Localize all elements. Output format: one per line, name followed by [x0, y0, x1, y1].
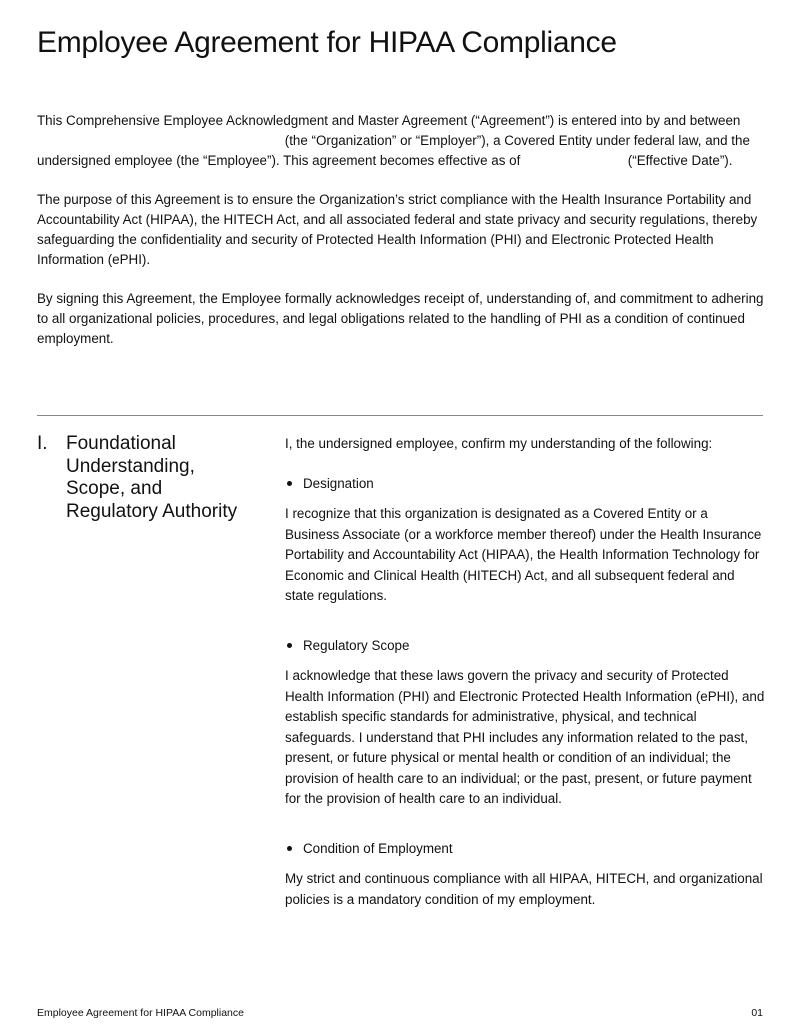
section-number: I. — [37, 433, 48, 454]
footer-title: Employee Agreement for HIPAA Compliance — [37, 1007, 244, 1019]
intro-paragraph-1 — [37, 111, 767, 171]
intro-text: This Comprehensive Employee Acknowledgment and Master Agreement (“Agreement”) is entered into by and between — [37, 113, 741, 128]
bullet-icon — [287, 481, 292, 486]
intro-text: (“Effective Date”). — [627, 153, 733, 168]
item-text: I recognize that this organization is designated as a Covered Entity or a Business Associate (or a workforce member thereof) under the Health Insurance Portability and Accountability Act (HIPAA), the Health Information Technology for Economic and Clinical Health (HITECH) Act, and all subsequent federal and state regulations. — [285, 506, 762, 603]
item-label: Condition of Employment — [303, 840, 453, 856]
page-number: 01 — [751, 1007, 763, 1019]
bullet-icon — [287, 643, 292, 648]
footer — [37, 1007, 763, 1019]
section-lead: I, the undersigned employee, confirm my understanding of the following: — [285, 436, 713, 451]
list-item — [285, 839, 765, 911]
divider — [37, 415, 763, 416]
item-label: Designation — [303, 475, 374, 491]
item-text: I acknowledge that these laws govern the privacy and security of Protected Health Information (PHI) and Electronic Protected Health Information (ePHI), and establish specific standards for administrative, physical, and technical safeguards. I understand that PHI includes any information related to the past, present, or future physical or mental health or condition of an individual; the provision of health care to an individual; or the past, present, or future payment for the provision of health care to an individual. — [285, 668, 765, 806]
item-text: My strict and continuous compliance with all HIPAA, HITECH, and organizational policies is a mandatory condition of my employment. — [285, 871, 763, 907]
intro-text: (the “Organization” or “Employer”), a Covered Entity under federal law, and the undersigned employee (the “Employee”). This agreement becomes effective as of — [37, 133, 750, 168]
page-title: Employee Agreement for HIPAA Compliance — [37, 26, 617, 59]
intro-paragraph-2: The purpose of this Agreement is to ensure the Organization’s strict compliance with the Health Insurance Portability and Accountability Act (HIPAA), the HITECH Act, and all associated federal and state privacy and security regulations, thereby safeguarding the confidentiality and security of Protected Health Information (PHI) and Electronic Protected Health Information (ePHI). — [37, 192, 758, 267]
section-title: Foundational Understanding, Scope, and Regulatory Authority — [66, 433, 238, 522]
item-label: Regulatory Scope — [303, 637, 410, 653]
intro — [37, 111, 767, 368]
section-body — [285, 434, 765, 939]
intro-paragraph-3: By signing this Agreement, the Employee formally acknowledges receipt of, understanding of, and commitment to adhering to all organizational policies, procedures, and legal obligations related to the handling of PHI as a condition of continued employment. — [37, 291, 764, 346]
list-item — [285, 474, 765, 607]
bullet-icon — [287, 846, 292, 851]
list-item — [285, 636, 765, 810]
